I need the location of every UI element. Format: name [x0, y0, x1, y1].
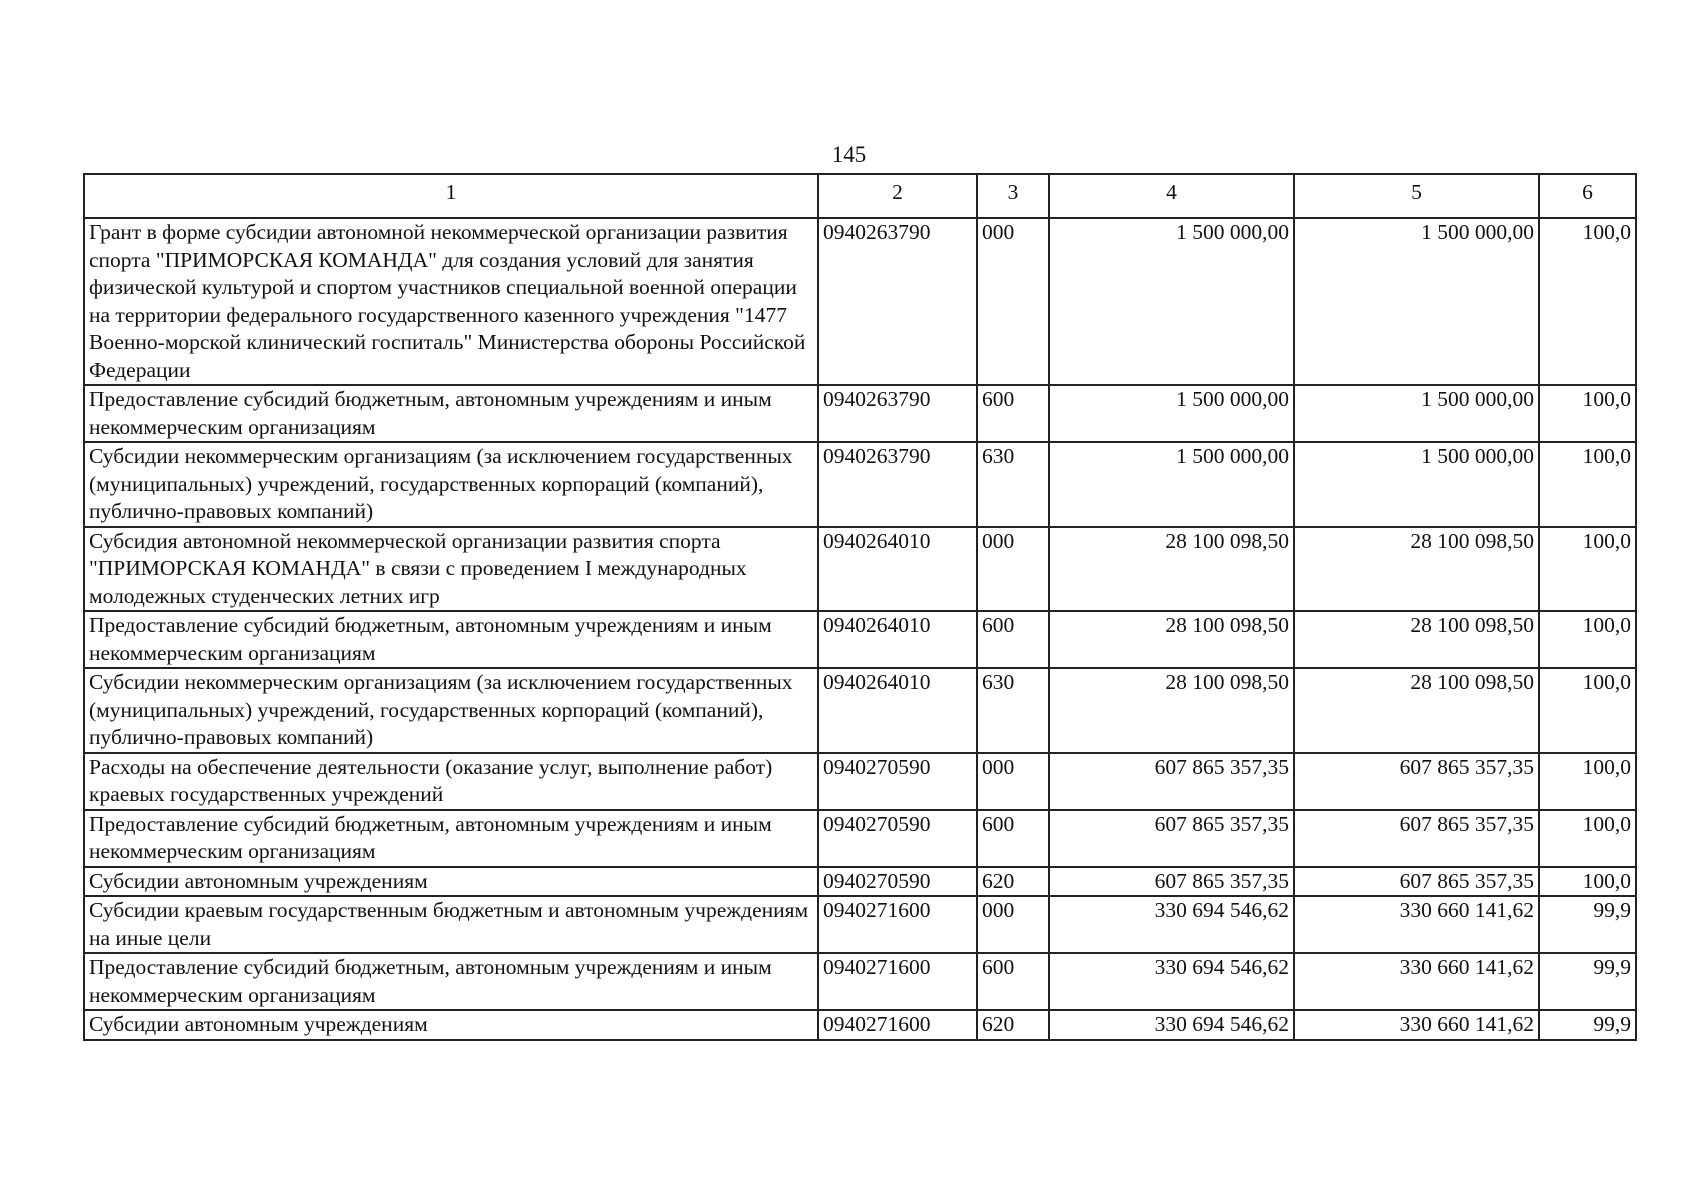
- row-fact: 607 865 357,35: [1294, 867, 1539, 897]
- row-fact: 28 100 098,50: [1294, 527, 1539, 612]
- row-name: Субсидии автономным учреждениям: [84, 867, 818, 897]
- budget-table: [83, 173, 1637, 1041]
- row-plan: 1 500 000,00: [1049, 442, 1294, 527]
- table-row: [84, 218, 1636, 385]
- table-row: [84, 442, 1636, 527]
- table-row: [84, 611, 1636, 668]
- row-percent: 100,0: [1539, 385, 1636, 442]
- row-code: 0940271600: [818, 896, 977, 953]
- header-col-5: 5: [1294, 174, 1539, 218]
- row-name: Предоставление субсидий бюджетным, автономным учреждениям и иным некоммерческим организациям: [84, 953, 818, 1010]
- row-fact: 28 100 098,50: [1294, 611, 1539, 668]
- row-code: 0940270590: [818, 867, 977, 897]
- row-percent: 100,0: [1539, 753, 1636, 810]
- row-plan: 607 865 357,35: [1049, 867, 1294, 897]
- row-plan: 28 100 098,50: [1049, 527, 1294, 612]
- table-row: [84, 810, 1636, 867]
- row-plan: 1 500 000,00: [1049, 218, 1294, 385]
- row-code: 0940264010: [818, 668, 977, 753]
- row-code: 0940263790: [818, 218, 977, 385]
- row-code: 0940264010: [818, 527, 977, 612]
- table-row: [84, 668, 1636, 753]
- header-col-4: 4: [1049, 174, 1294, 218]
- header-col-2: 2: [818, 174, 977, 218]
- row-percent: 99,9: [1539, 953, 1636, 1010]
- table-row: [84, 896, 1636, 953]
- row-plan: 28 100 098,50: [1049, 611, 1294, 668]
- row-name: Субсидии некоммерческим организациям (за исключением государственных (муниципальных) учреждений, государственных корпораций (компаний), публично-правовых компаний): [84, 442, 818, 527]
- row-code: 0940271600: [818, 953, 977, 1010]
- header-col-6: 6: [1539, 174, 1636, 218]
- row-fact: 607 865 357,35: [1294, 753, 1539, 810]
- row-percent: 100,0: [1539, 668, 1636, 753]
- row-percent: 100,0: [1539, 218, 1636, 385]
- row-expense-type: 000: [977, 753, 1049, 810]
- row-code: 0940263790: [818, 385, 977, 442]
- row-plan: 607 865 357,35: [1049, 810, 1294, 867]
- row-expense-type: 620: [977, 867, 1049, 897]
- row-name: Грант в форме субсидии автономной некоммерческой организации развития спорта "ПРИМОРСКАЯ КОМАНДА" для создания условий для занятия физической культурой и спортом участников специальной военной операции на территории федерального государственного казенного учреждения "1477 Военно-морской клинический госпиталь" Министерства обороны Российской Федерации: [84, 218, 818, 385]
- row-code: 0940263790: [818, 442, 977, 527]
- row-expense-type: 600: [977, 953, 1049, 1010]
- row-fact: 28 100 098,50: [1294, 668, 1539, 753]
- row-name: Предоставление субсидий бюджетным, автономным учреждениям и иным некоммерческим организациям: [84, 385, 818, 442]
- row-plan: 330 694 546,62: [1049, 896, 1294, 953]
- row-expense-type: 000: [977, 527, 1049, 612]
- row-percent: 99,9: [1539, 1010, 1636, 1040]
- row-code: 0940270590: [818, 753, 977, 810]
- header-row: [84, 174, 1636, 218]
- row-fact: 330 660 141,62: [1294, 896, 1539, 953]
- header-col-3: 3: [977, 174, 1049, 218]
- row-plan: 28 100 098,50: [1049, 668, 1294, 753]
- row-name: Субсидия автономной некоммерческой организации развития спорта "ПРИМОРСКАЯ КОМАНДА" в связи с проведением I международных молодежных студенческих летних игр: [84, 527, 818, 612]
- row-percent: 100,0: [1539, 527, 1636, 612]
- row-expense-type: 600: [977, 611, 1049, 668]
- table-row: [84, 527, 1636, 612]
- row-expense-type: 630: [977, 442, 1049, 527]
- table-row: [84, 953, 1636, 1010]
- page-number: 145: [831, 142, 867, 167]
- row-percent: 100,0: [1539, 867, 1636, 897]
- row-name: Субсидии краевым государственным бюджетным и автономным учреждениям на иные цели: [84, 896, 818, 953]
- row-plan: 330 694 546,62: [1049, 953, 1294, 1010]
- row-plan: 330 694 546,62: [1049, 1010, 1294, 1040]
- row-percent: 100,0: [1539, 442, 1636, 527]
- row-percent: 99,9: [1539, 896, 1636, 953]
- row-expense-type: 000: [977, 218, 1049, 385]
- row-fact: 330 660 141,62: [1294, 953, 1539, 1010]
- row-fact: 330 660 141,62: [1294, 1010, 1539, 1040]
- row-expense-type: 630: [977, 668, 1049, 753]
- table-row: [84, 1010, 1636, 1040]
- row-code: 0940264010: [818, 611, 977, 668]
- row-name: Предоставление субсидий бюджетным, автономным учреждениям и иным некоммерческим организациям: [84, 611, 818, 668]
- table-row: [84, 753, 1636, 810]
- row-expense-type: 620: [977, 1010, 1049, 1040]
- row-expense-type: 000: [977, 896, 1049, 953]
- header-col-1: 1: [84, 174, 818, 218]
- row-fact: 1 500 000,00: [1294, 218, 1539, 385]
- row-percent: 100,0: [1539, 810, 1636, 867]
- row-fact: 1 500 000,00: [1294, 442, 1539, 527]
- row-code: 0940271600: [818, 1010, 977, 1040]
- row-fact: 607 865 357,35: [1294, 810, 1539, 867]
- row-name: Расходы на обеспечение деятельности (оказание услуг, выполнение работ) краевых государственных учреждений: [84, 753, 818, 810]
- row-plan: 1 500 000,00: [1049, 385, 1294, 442]
- row-percent: 100,0: [1539, 611, 1636, 668]
- row-expense-type: 600: [977, 810, 1049, 867]
- row-name: Предоставление субсидий бюджетным, автономным учреждениям и иным некоммерческим организациям: [84, 810, 818, 867]
- table-row: [84, 385, 1636, 442]
- row-fact: 1 500 000,00: [1294, 385, 1539, 442]
- row-code: 0940270590: [818, 810, 977, 867]
- row-name: Субсидии некоммерческим организациям (за исключением государственных (муниципальных) учреждений, государственных корпораций (компаний), публично-правовых компаний): [84, 668, 818, 753]
- row-plan: 607 865 357,35: [1049, 753, 1294, 810]
- row-name: Субсидии автономным учреждениям: [84, 1010, 818, 1040]
- row-expense-type: 600: [977, 385, 1049, 442]
- table-row: [84, 867, 1636, 897]
